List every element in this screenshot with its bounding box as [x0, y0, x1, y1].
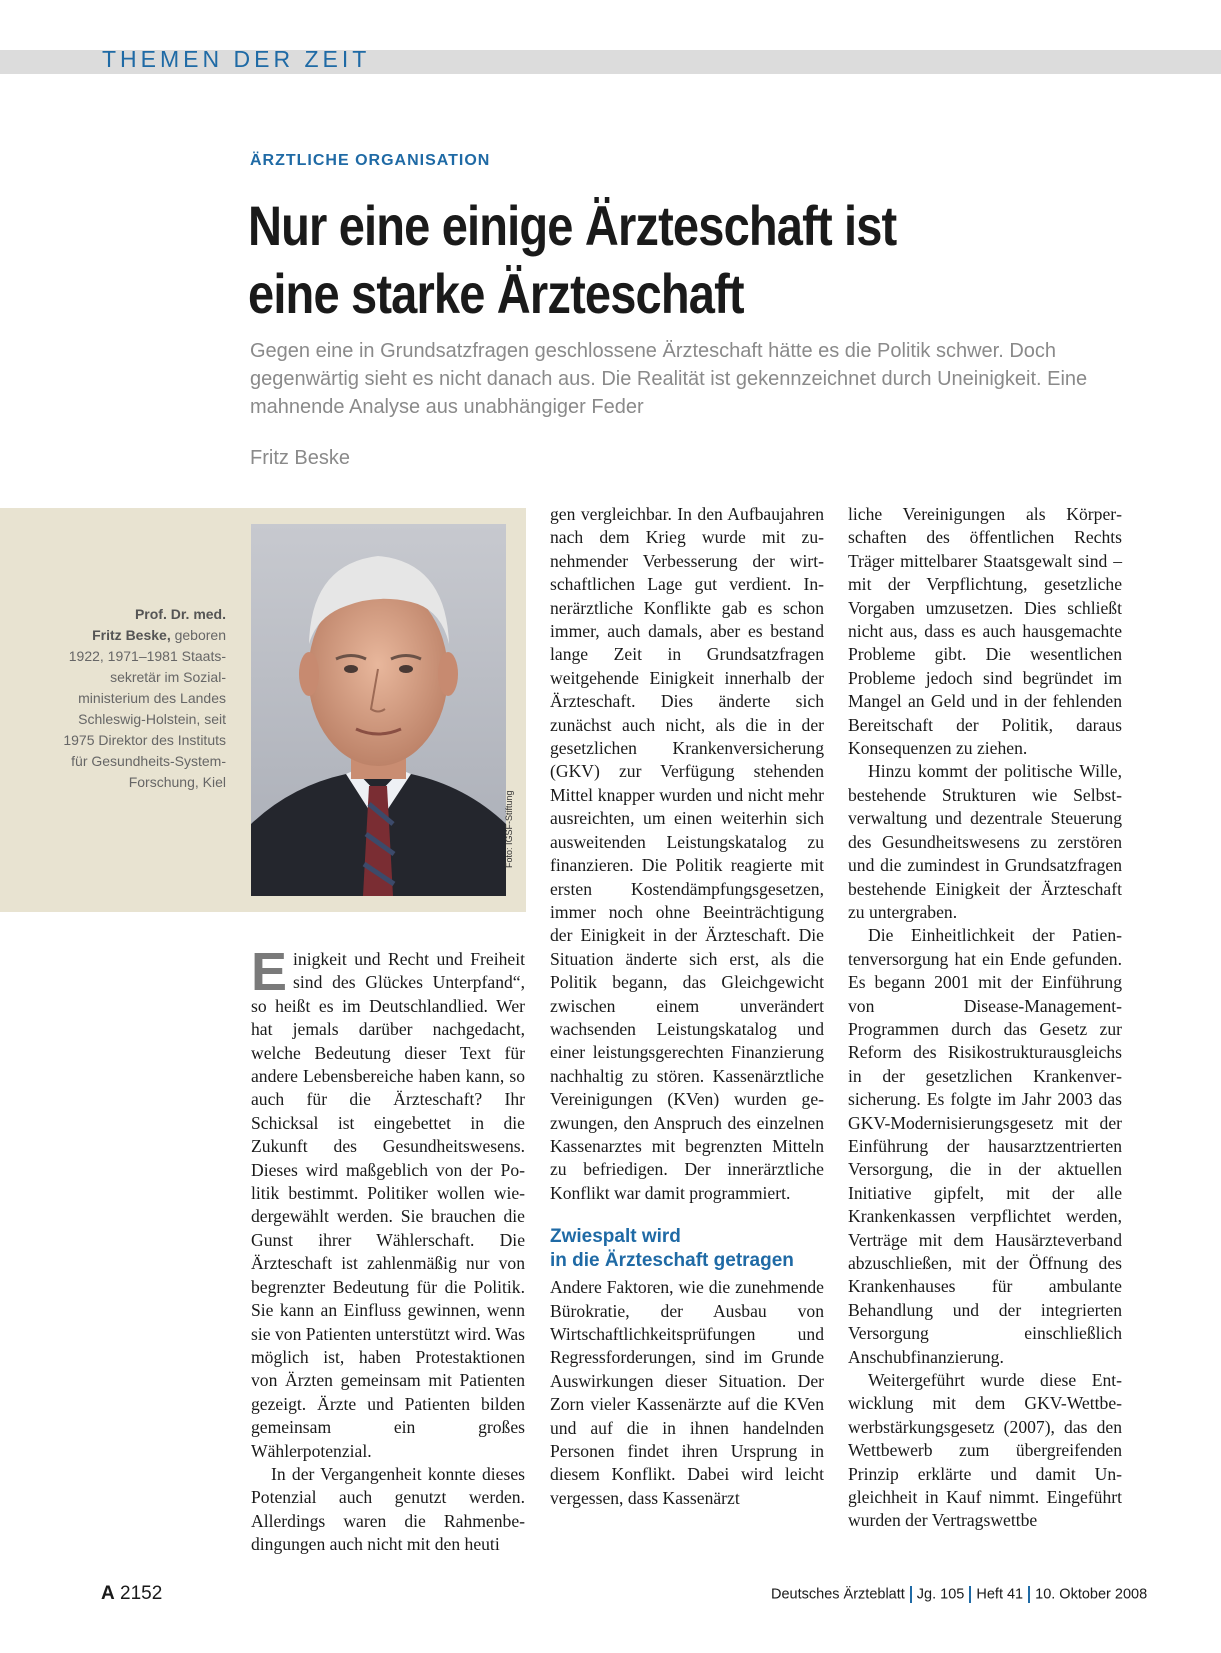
caption-text: geboren 1922, 1971–1981 Staatssekretär im Sozialministerium des Landes Schleswig-Holstein, seit 1975 Direktor des Instituts für Gesundheits-System-Forschung, Kiel — [63, 627, 226, 790]
photo-credit: Foto: IGSF-Stiftung — [504, 790, 514, 868]
subheading-line-1: Zwiespalt wird — [550, 1226, 681, 1248]
journal-name: Deutsches Ärzteblatt — [771, 1586, 905, 1603]
author-caption — [60, 604, 226, 793]
paragraph: Die Einheitlichkeit der Patientenversorgung hat ein Ende gefunden. Es begann 2001 mit der Einführung von Disease-Management-Programmen durch das Gesetz zur Reform des Risikostrukturausgleichs in der gesetzlichen Krankenversicherung. Es folgte im Jahr 2003 das GKV-Modernisierungsgesetz mit der Einführung der hausarztzentrierten Versorgung, die in der aktuellen Initiative gipfelt, mit der alle Krankenkassen verpflichtet werden, Verträge mit dem Hausärzteverband abzuschließen, mit der Öffnung des Krankenhauses für ambulante Behandlung und der integrierten Versorgung einschließlich Anschubfinanzierung. — [848, 925, 1122, 1367]
caption-name-line-2: Fritz Beske, — [92, 627, 171, 643]
separator — [910, 1586, 912, 1603]
article-author: Fritz Beske — [250, 447, 351, 469]
paragraph: inigkeit und Recht und Freiheit sind des Glückes Unterpfand“, so heißt es im Deutschlandlied. Wer hat jemals darüber nachgedacht, welche Bedeutung dieser Text für andere Lebensbereiche haben kann, so auch für die Ärzteschaft? Ihr Schicksal ist eingebettet in die Zukunft des Gesundheitswesens. Dieses wird maßgeblich von der Politik bestimmt. Politiker wollen wiedergewählt werden. Sie brauchen die Gunst ihrer Wählerschaft. Die Ärzteschaft ist zahlenmäßig nur von begrenzter Bedeutung für die Politik. Sie kann an Einfluss gewinnen, wenn sie von Patienten unterstützt wird. Was möglich ist, haben Protestaktionen von Ärzten gemeinsam mit Patienten gezeigt. Ärzte und Patienten bilden gemeinsam ein großes Wählerpotenzial. — [251, 949, 525, 1461]
page-prefix: A — [101, 1583, 115, 1604]
article-lead: Gegen eine in Grundsatzfragen geschlossene Ärzteschaft hätte es die Politik schwer. Doch gegenwärtig sieht es nicht danach aus. Die Realität ist gekennzeichnet durch Uneinigkeit. Eine mahnende Analyse aus unabhängiger Feder — [250, 340, 1088, 418]
section-subheading — [550, 1225, 824, 1273]
portrait-image — [251, 524, 506, 896]
body-column-3 — [848, 503, 1122, 1533]
caption-name-line-1: Prof. Dr. med. — [134, 606, 226, 622]
drop-cap: E — [251, 942, 288, 1002]
paragraph: liche Vereinigungen als Körperschaften des öffentlichen Rechts Träger mittelbarer Staatsgewalt sind – mit der Verpflichtung, gesetzliche Vorgaben umzusetzen. Dies schließt nicht aus, dass es auch hausgemachte Probleme gibt. Die wesentlichen Probleme jedoch sind begründet im Mangel an Geld und in der fehlenden Bereitschaft der Politik, daraus Konsequenzen zu ziehen. — [848, 504, 1122, 759]
article-kicker: ÄRZTLICHE ORGANISATION — [250, 152, 491, 169]
journal-issue: Heft 41 — [976, 1586, 1024, 1603]
headline-line-1: Nur eine einige Ärzteschaft ist — [248, 194, 897, 257]
body-column-1 — [251, 942, 525, 1557]
paragraph: Weitergeführt wurde diese Entwicklung mit dem GKV-Wettbewerbstärkungsgesetz (2007), das den Wettbewerb zum übergreifenden Prinzip erklärte und damit Ungleichheit in Kauf nimmt. Eingeführt wurden der Vertragswettbe — [848, 1370, 1122, 1531]
body-column-2 — [550, 503, 824, 1510]
author-photo — [251, 524, 506, 896]
page-number-value: 2152 — [120, 1583, 163, 1604]
page-number — [101, 1583, 162, 1605]
separator — [969, 1586, 971, 1603]
article-headline — [248, 192, 1004, 328]
paragraph: gen vergleichbar. In den Aufbaujahren nach dem Krieg wurde mit zunehmender Verbesserung der wirtschaftlichen Lage gut verdient. Innerärztliche Konflikte gab es schon immer, auch damals, aber es bestand lange Zeit in Grundsatzfragen weitgehende Einigkeit innerhalb der Ärzteschaft. Dies änderte sich zunächst auch nicht, als die in der gesetzlichen Krankenversicherung (GKV) zur Verfügung stehenden Mittel knapper wurden und nicht mehr ausreichten, um einen weiterhin sich ausweitenden Leistungskatalog zu finanzieren. Die Politik reagierte mit ersten Kostendämpfungsgesetzen, immer noch ohne Beeinträchtigung der Einigkeit in der Ärzteschaft. Die Situation änderte sich erst, als die Politik begann, das Gleichgewicht zwischen einem unverändert wachsenden Leistungskatalog und einer leistungsgerechten Finanzierung nachhaltig zu stören. Kassenärztliche Vereinigungen (KVen) wurden gezwungen, den Anspruch des einzelnen Kassenarztes mit begrenzten Mitteln zu befriedigen. Der innerärztliche Konflikt war damit programmiert. — [550, 504, 824, 1203]
section-title: THEMEN DER ZEIT — [102, 46, 371, 72]
journal-date: 10. Oktober 2008 — [1035, 1586, 1148, 1603]
paragraph: Andere Faktoren, wie die zunehmende Bürokratie, der Ausbau von Wirtschaftlichkeitsprüfungen und Regressforderungen, sind im Grunde Auswirkungen dieser Situation. Der Zorn vieler Kassenärzte auf die KVen und auf die in ihnen handelnden Personen findet ihren Ursprung in diesem Konflikt. Dabei wird leicht vergessen, dass Kassenärzt — [550, 1277, 824, 1508]
paragraph: Hinzu kommt der politische Wille, bestehende Strukturen wie Selbstverwaltung und dezentrale Steuerung des Gesundheitswesens zu zerstören und die zumindest in Grundsatzfragen bestehende Einigkeit der Ärzteschaft zu untergraben. — [848, 761, 1122, 922]
journal-volume: Jg. 105 — [916, 1586, 965, 1603]
subheading-line-2: in die Ärzteschaft getragen — [550, 1250, 794, 1272]
journal-footer — [771, 1586, 1147, 1603]
separator — [1028, 1586, 1030, 1603]
paragraph: In der Vergangenheit konnte dieses Potenzial auch genutzt werden. Allerdings waren die Rahmenbedingungen auch nicht mit den heuti — [251, 1463, 525, 1555]
headline-line-2: eine starke Ärzteschaft — [248, 262, 744, 325]
